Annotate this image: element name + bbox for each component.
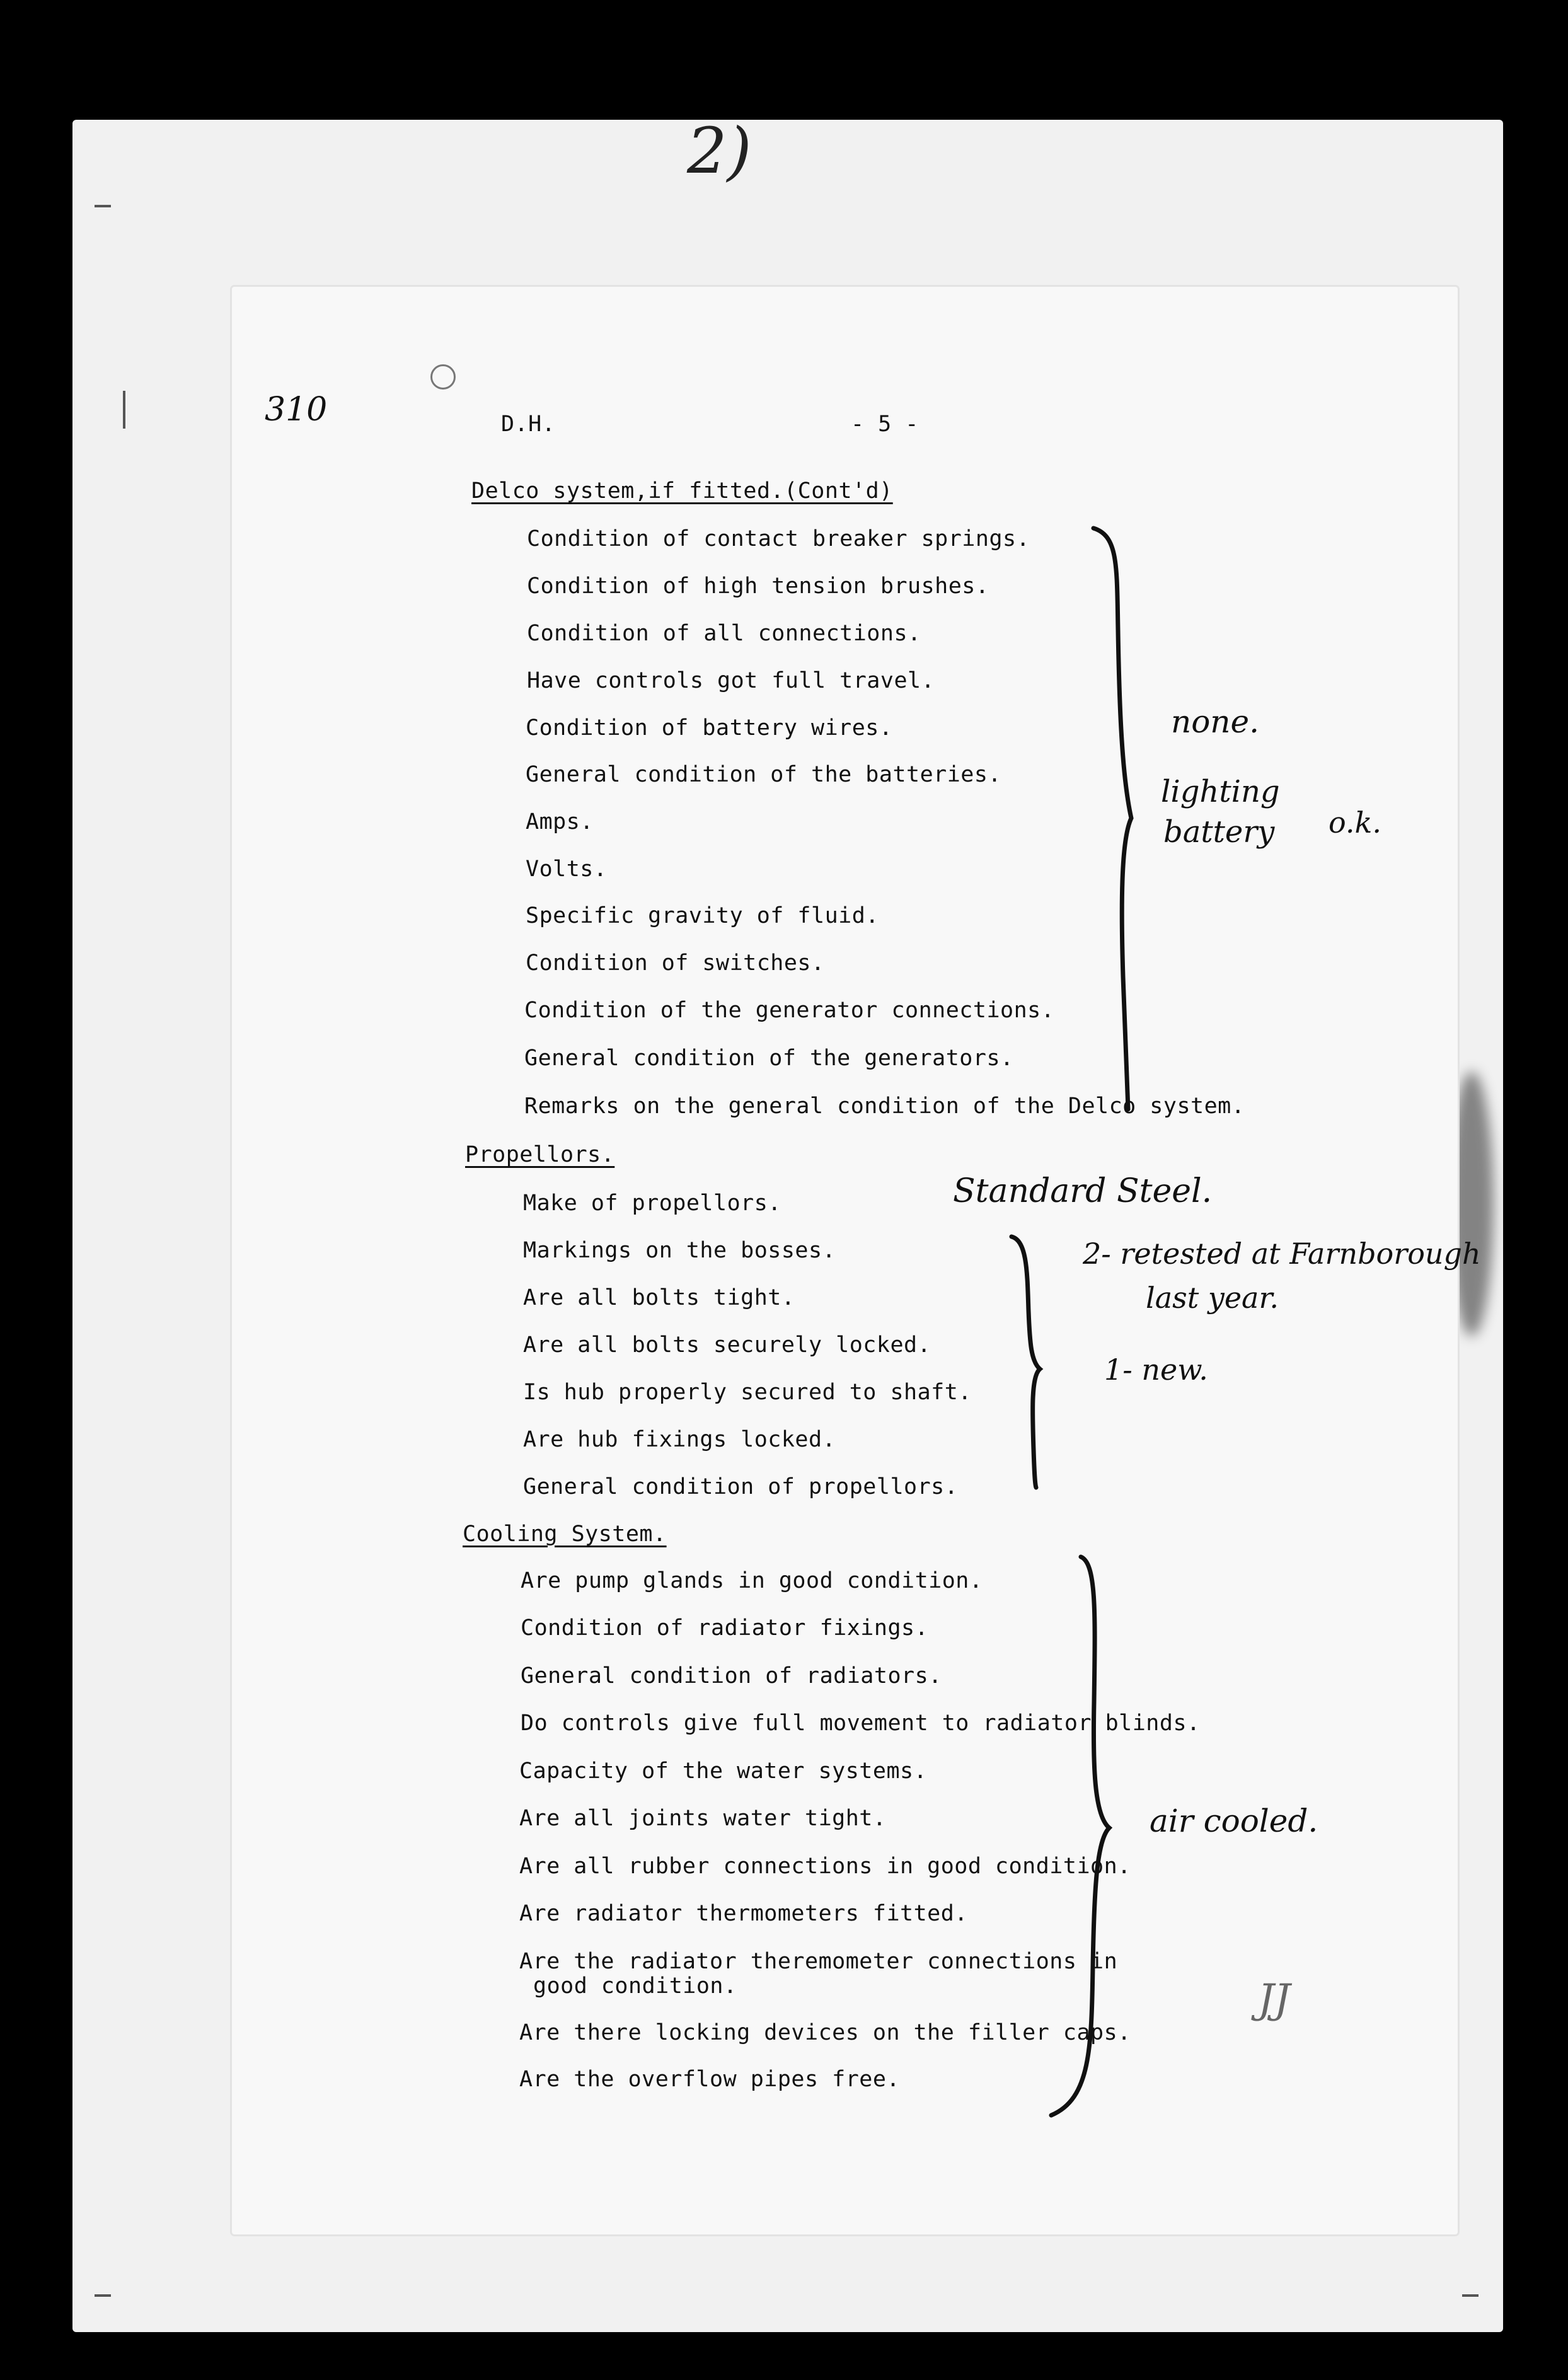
list-item: Amps. (526, 809, 594, 835)
list-item: Are all rubber connections in good condition. (519, 1854, 1131, 1879)
list-item: Are all bolts securely locked. (523, 1332, 931, 1358)
brace-delco (1093, 528, 1131, 1109)
list-item: Have controls got full travel. (527, 668, 935, 693)
list-item: General condition of radiators. (521, 1663, 942, 1689)
handwritten-delco-note: lighting (1161, 774, 1280, 809)
list-item: Are pump glands in good condition. (521, 1568, 983, 1593)
page-number: - 5 - (851, 412, 919, 437)
list-item: Condition of all connections. (527, 621, 921, 646)
handwritten-delco-note: battery (1163, 814, 1275, 850)
handwritten-prop-note: 2- retested at Farnborough (1083, 1237, 1481, 1271)
list-item-continuation: good condition. (533, 1973, 737, 1999)
list-item: Condition of high tension brushes. (527, 574, 989, 599)
brace-propellors (1012, 1237, 1040, 1488)
list-item: General condition of propellors. (523, 1474, 959, 1499)
list-item: General condition of the generators. (524, 1046, 1014, 1071)
handwritten-cooling-note: air cooled. (1150, 1803, 1318, 1839)
list-item: Are all joints water tight. (519, 1806, 887, 1831)
page-header-left: D.H. (501, 412, 556, 437)
list-item: Are radiator thermometers fitted. (519, 1901, 968, 1926)
list-item: Are all bolts tight. (523, 1285, 795, 1310)
section-title-propellors: Propellors. (465, 1142, 615, 1167)
brace-cooling (1051, 1557, 1109, 2115)
list-item: Are hub fixings locked. (523, 1427, 836, 1452)
section-title-cooling: Cooling System. (463, 1522, 667, 1547)
list-item: Are the overflow pipes free. (519, 2067, 901, 2092)
list-item: Condition of switches. (526, 950, 825, 976)
list-item: Specific gravity of fluid. (526, 903, 879, 928)
handwritten-delco-note: none. (1171, 703, 1259, 740)
section-title-delco: Delco system,if fitted.(Cont'd) (471, 478, 893, 504)
list-item: Markings on the bosses. (523, 1238, 836, 1263)
list-item: Condition of radiator fixings. (521, 1615, 929, 1641)
list-item: Condition of battery wires. (526, 715, 893, 741)
handwritten-delco-note: o.k. (1329, 806, 1382, 840)
list-item: Volts. (526, 857, 608, 882)
handwritten-top-mark: 2) (687, 114, 752, 188)
list-item: Make of propellors. (523, 1191, 781, 1216)
handwritten-prop-note: last year. (1146, 1281, 1279, 1315)
list-item: Are there locking devices on the filler caps. (519, 2020, 1131, 2045)
handwritten-initials: JJ (1258, 1976, 1291, 2023)
list-item: Remarks on the general condition of the Delco system. (524, 1094, 1245, 1119)
list-item: Condition of the generator connections. (524, 998, 1055, 1023)
handwritten-prop-note: 1- new. (1104, 1353, 1208, 1387)
list-item: General condition of the batteries. (526, 762, 1002, 787)
list-item: Do controls give full movement to radiator blinds. (521, 1711, 1201, 1736)
list-item: Capacity of the water systems. (519, 1759, 928, 1784)
list-item: Is hub properly secured to shaft. (523, 1380, 972, 1405)
list-item: Condition of contact breaker springs. (527, 526, 1030, 552)
handwritten-left-mark: 310 (265, 391, 328, 429)
list-item: Are the radiator theremometer connections in (519, 1949, 1118, 1974)
handwritten-propellor-make: Standard Steel. (953, 1172, 1213, 1210)
